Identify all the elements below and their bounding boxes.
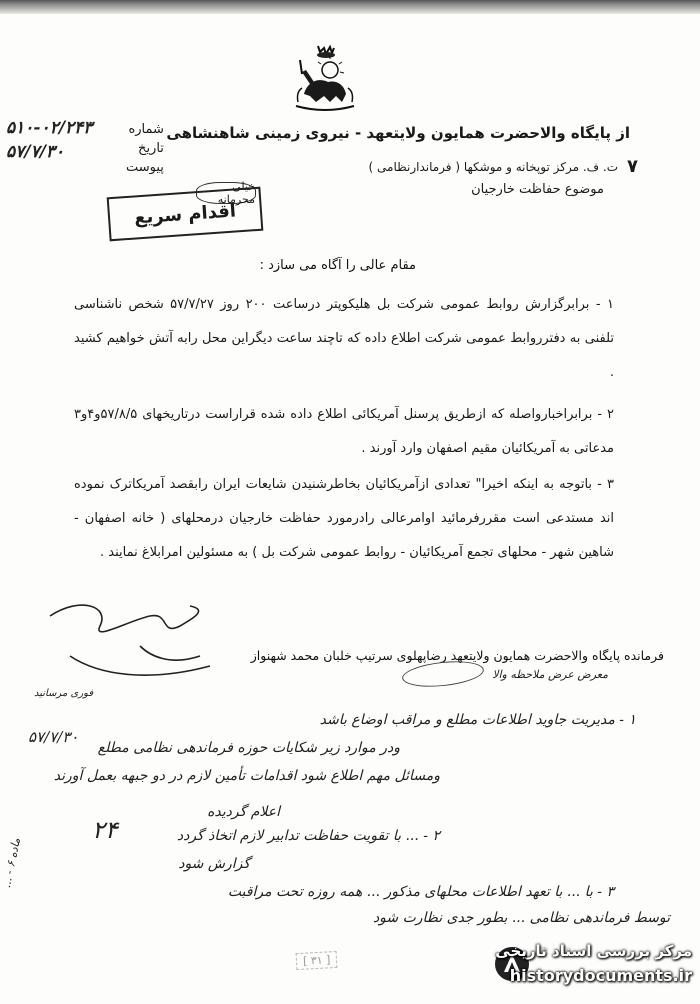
reference-mark: ۷ xyxy=(627,156,638,177)
date-label: تاریخ xyxy=(138,141,164,156)
handwritten-line-1: ۱ - مدیریت جاوید اطلاعات مطلع و مراقب اوضاع باشد xyxy=(319,712,636,728)
organization-title: از پایگاه والاحضرت همایون ولایتعهد - نیروی زمینی شاهنشاهی xyxy=(166,124,630,142)
watermark-title: مرکز بررسی اسناد تاریخی xyxy=(495,942,692,960)
handwritten-line-8: توسط فرماندهی نظامی ... بطور جدی نظارت شود xyxy=(372,910,670,926)
handwritten-line-6: گزارش شود xyxy=(178,856,250,872)
signature-scribble-icon xyxy=(40,596,240,686)
handwritten-urgent-note: فوری مرسانید xyxy=(34,688,94,699)
handwritten-line-7: ۳ - با ... با تعهد اطلاعات محلهای مذکور ... همه روزه تحت مراقبت xyxy=(227,884,614,900)
handwritten-line-5: ۲ - ... با تقویت حفاظت تدابیر لازم اتخاذ گردد xyxy=(176,828,440,844)
subject-text: حفاظت خارجیان xyxy=(471,182,561,197)
scan-edge xyxy=(0,0,700,14)
handwritten-line-2: ودر موارد زیر شکایات حوزه فرماندهی نظامی مطلع xyxy=(97,740,400,756)
date-value: ۵۷/۷/۳۰ xyxy=(6,142,65,162)
subject-line xyxy=(471,182,604,197)
meta-values xyxy=(6,116,92,164)
commander-signature-line: فرمانده پایگاه والاحضرت همایون ولایتعهد رضاپهلوی سرتیپ خلبان محمد شهنواز xyxy=(250,648,664,663)
margin-note: ماده ۶ - ... xyxy=(0,836,24,890)
number-label: شماره xyxy=(128,122,164,137)
lion-and-sun-emblem-icon xyxy=(290,44,360,116)
watermark-url: historydocuments.ir xyxy=(509,966,692,985)
subject-label: موضوع xyxy=(564,182,604,197)
salutation: مقام عالی را آگاه می سازد : xyxy=(259,258,416,273)
handwritten-submission-note: معرض عرض ملاحظه والا xyxy=(492,668,608,681)
paragraph-1: ۱ - برابرگزارش روابط عمومی شرکت بل هلیکوپتر درساعت ۲۰۰ روز ۵۷/۷/۲۷ شخص ناشناسی تلفنی به دفترروابط عمومی شرکت اطلاع داده که تاچند ساعت دیگراین محل رابه آتش خواهیم کشید . xyxy=(74,297,614,380)
handwritten-number: ۲۴ xyxy=(92,816,118,844)
attachment-label: پیوست xyxy=(126,160,164,175)
meta-labels xyxy=(126,120,164,177)
handwritten-date: ۵۷/۷/۳۰ xyxy=(28,728,79,746)
number-value: ۵۱۰-۰۲/۲۴۳ xyxy=(6,118,93,138)
faint-archive-stamp: [ ۳۱ ] xyxy=(296,951,338,970)
handwritten-line-4: اعلام گردیده xyxy=(207,804,280,820)
archive-watermark xyxy=(492,940,694,998)
paragraph-3: ۳ - باتوجه به اینکه اخیرا" تعدادی ازآمریکائیان بخاطرشنیدن شایعات ایران رابقصد آمریکاترک نموده اند مستدعی است مقررفرمائید اوامرعالی رادرمورد حفاظت خارجیان درمحلهای ( خانه اصفهان - شاهین شهر - محلهای تجمع آمریکائیان - روابط عمومی شرکت بل ) به مسئولین امرابلاغ نمایند . xyxy=(74,477,614,560)
urgent-stamp: اقدام سریع xyxy=(107,187,264,242)
paragraph-2: ۲ - برابراخبارواصله که ازطریق پرسنل آمریکائی اطلاع داده شده قراراست درتاریخهای ۵۷/۸/۵و۴و۳ مدعاتی به آمریکائیان مقیم اصفهان وارد آورند . xyxy=(74,407,614,456)
handwritten-line-3: ومسائل مهم اطلاع شود اقدامات تأمین لازم در دو جبهه بعمل آورند xyxy=(53,768,440,784)
secret-stamp: خیلی محرمانه xyxy=(196,182,256,204)
reference-line: ت. ف. مرکز توپخانه و موشکها ( فرماندارنظامی ) xyxy=(368,160,618,174)
